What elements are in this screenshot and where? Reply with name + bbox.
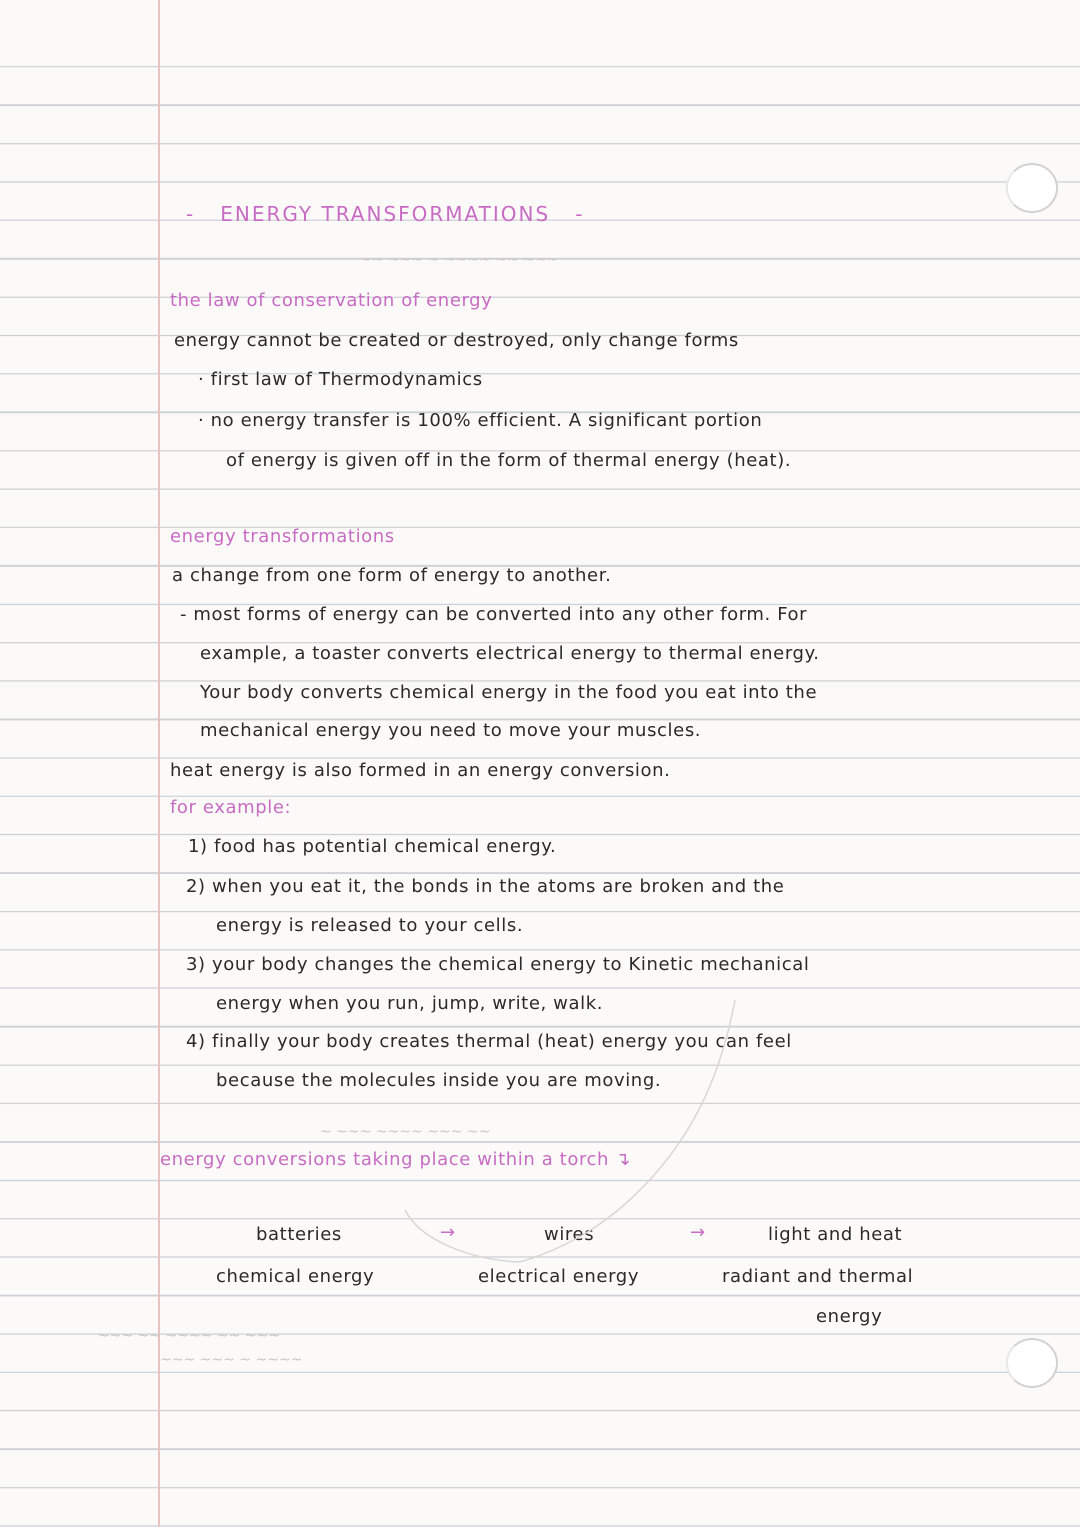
step-3: 3) your body changes the chemical energy to Kinetic mechanical	[186, 954, 810, 975]
law-note-line2: of energy is given off in the form of thermal energy (heat).	[226, 450, 792, 471]
step-2-cont: energy is released to your cells.	[216, 915, 524, 936]
page-title: - ENERGY TRANSFORMATIONS -	[186, 202, 585, 226]
law-bullet: · first law of Thermodynamics	[198, 369, 483, 390]
punch-hole-bottom	[1006, 1338, 1058, 1388]
heat-note: heat energy is also formed in an energy conversion.	[170, 760, 671, 781]
transformations-heading: energy transformations	[170, 526, 395, 547]
title-dash-right: -	[550, 202, 585, 226]
torch-energy-radiant-thermal: radiant and thermal	[722, 1266, 914, 1287]
curved-arrow-icon: ↴	[615, 1149, 632, 1170]
bleed-through-text: ~~~ ~~ ~~~~ ~~ ~~~	[98, 1328, 281, 1344]
torch-energy-word: energy	[816, 1306, 883, 1327]
example-heading: for example:	[170, 797, 292, 818]
margin-line	[158, 0, 160, 1527]
transformations-line3: Your body converts chemical energy in the food you eat into the	[200, 682, 818, 703]
torch-item-light-heat: light and heat	[768, 1224, 903, 1245]
torch-item-batteries: batteries	[256, 1224, 342, 1245]
bleed-through-text: ~ ~~~ ~~~~ ~~~ ~~	[320, 1124, 491, 1140]
step-4: 4) finally your body creates thermal (heat) energy you can feel	[186, 1031, 792, 1052]
torch-energy-chemical: chemical energy	[216, 1266, 375, 1287]
transformations-line2: example, a toaster converts electrical energy to thermal energy.	[200, 643, 820, 664]
step-2: 2) when you eat it, the bonds in the atoms are broken and the	[186, 876, 785, 897]
bleed-through-text: ~~ ~~~ ~ ~~~~ ~~ ~~~	[360, 252, 559, 268]
bleed-through-text: ~~~ ~~~ ~ ~~~~	[160, 1352, 303, 1368]
law-heading: the law of conservation of energy	[170, 290, 493, 311]
torch-item-wires: wires	[544, 1224, 595, 1245]
transformations-line4: mechanical energy you need to move your muscles.	[200, 720, 702, 741]
step-3-cont: energy when you run, jump, write, walk.	[216, 993, 604, 1014]
arrow-right-icon: →	[690, 1222, 706, 1243]
transformations-line1: - most forms of energy can be converted into any other form. For	[180, 604, 808, 625]
torch-energy-electrical: electrical energy	[478, 1266, 640, 1287]
step-1: 1) food has potential chemical energy.	[188, 836, 557, 857]
torch-heading: energy conversions taking place within a torch ↴	[160, 1149, 632, 1170]
transformations-definition: a change from one form of energy to another.	[172, 565, 612, 586]
law-note-line1: · no energy transfer is 100% efficient. A significant portion	[198, 410, 763, 431]
arrow-right-icon: →	[440, 1222, 456, 1243]
title-dash-left: -	[186, 202, 221, 226]
step-4-cont: because the molecules inside you are moving.	[216, 1070, 662, 1091]
law-statement: energy cannot be created or destroyed, only change forms	[174, 330, 739, 351]
punch-hole-top	[1006, 163, 1058, 213]
